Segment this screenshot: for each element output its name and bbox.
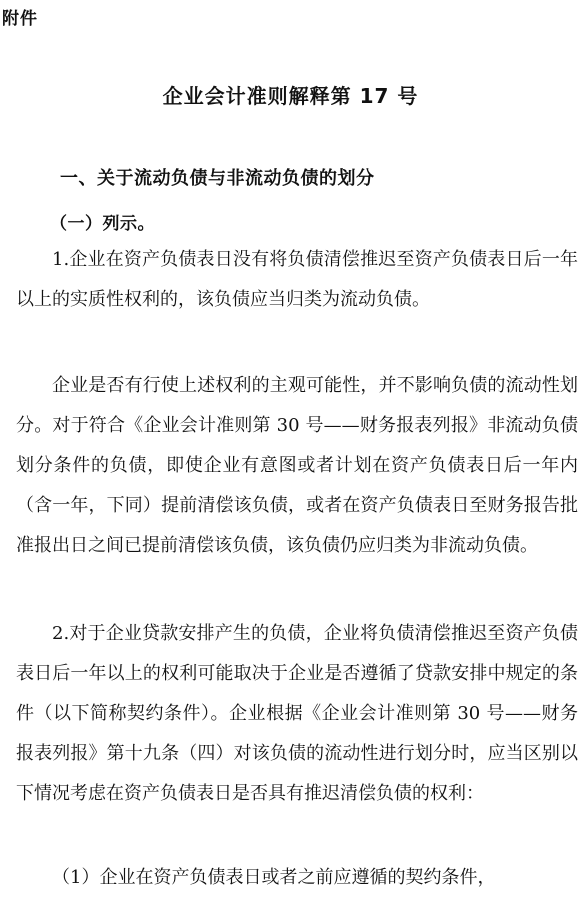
section-heading: 一、关于流动负债与非流动负债的划分	[60, 168, 375, 189]
attachment-label: 附件	[2, 9, 38, 29]
paragraph-4: （1）企业在资产负债表日或者之前应遵循的契约条件，	[52, 867, 496, 888]
document-title: 企业会计准则解释第 17 号	[162, 84, 419, 108]
subsection-heading: （一）列示。	[50, 214, 155, 234]
paragraph-2: 企业是否有行使上述权利的主观可能性，并不影响负债的流动性划分。对于符合《企业会计准则第 30 号——财务报表列报》非流动负债划分条件的负债，即使企业有意图或者计划在资产负债表日后一年内（含一年，下同）提前清偿该负债，或者在资产负债表日至财务报告批准报出日之间已提前清偿该负债，该负债仍应归类为非流动负债。	[16, 375, 578, 556]
paragraph-3: 2.对于企业贷款安排产生的负债，企业将负债清偿推迟至资产负债表日后一年以上的权利可能取决于企业是否遵循了贷款安排中规定的条件（以下简称契约条件）。企业根据《企业会计准则第 30 号——财务报表列报》第十九条（四）对该负债的流动性进行划分时，应当区别以下情况考虑在资产负债表日是否具有推迟清偿负债的权利：	[16, 623, 578, 804]
paragraph-1: 1.企业在资产负债表日没有将负债清偿推迟至资产负债表日后一年以上的实质性权利的，该负债应当归类为流动负债。	[16, 249, 578, 310]
